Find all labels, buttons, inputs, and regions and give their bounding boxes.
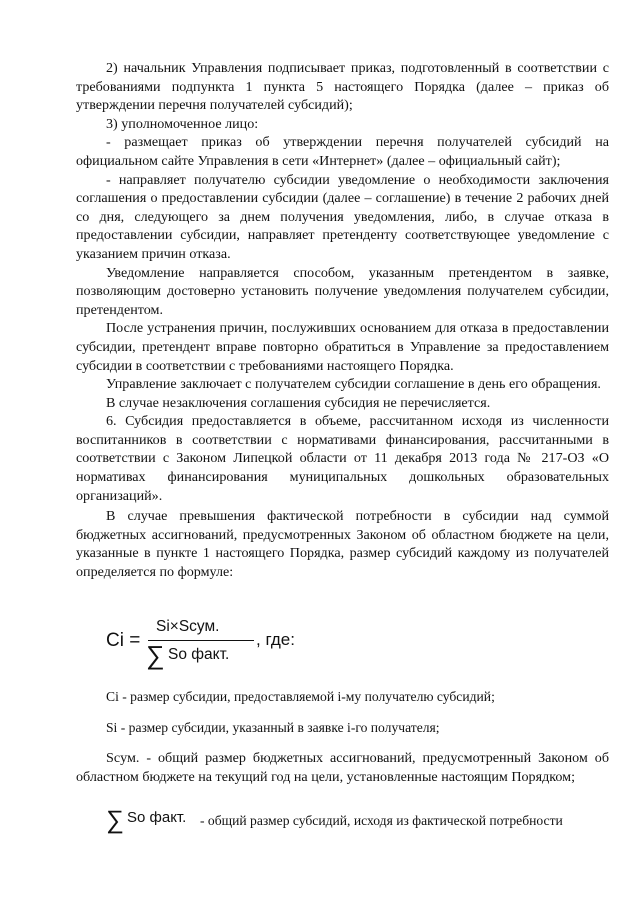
definition-so — [106, 806, 616, 842]
so-text: - общий размер субсидий, исходя из фактической потребности — [200, 813, 563, 828]
paragraph-no-agreement: В случае незаключения соглашения субсидия не перечисляется. — [106, 394, 491, 411]
paragraph-send-notice: - направляет получателю субсидии уведомление о необходимости заключения соглашения о предоставлении субсидии (далее – соглашение) в течение 2 рабочих дней со дня, следующего за днем получения уведомления, либо, в случае отказа в предоставлении субсидии, направляет претенденту соответствующее уведомление с указанием причин отказа. — [76, 171, 609, 262]
formula-sigma-icon: ∑ — [146, 640, 165, 670]
formula-lhs: Ci = — [106, 630, 141, 651]
paragraph-item-6: 6. Субсидия предоставляется в объеме, рассчитанном исходя из численности воспитанников в соответствии с нормативами финансирования, рассчитанными в соответствии с Законом Липецкой области от 11 декабря 2013 года № 217-ОЗ «О нормативах финансирования муниципальных дошкольных образовательных организаций». — [76, 413, 609, 504]
paragraph-reapply: После устранения причин, послуживших основанием для отказа в предоставлении субсидии, претендент вправе повторно обратиться в Управление за предоставлением субсидии в соответствии с требованиями настоящего Порядка. — [76, 320, 609, 374]
so-sigma-icon: ∑ — [106, 806, 124, 834]
definition-si: Si - размер субсидии, указанный в заявке i-го получателя; — [106, 720, 440, 735]
paragraph-publish-order: - размещает приказ об утверждении перечня получателей субсидий на официальном сайте Управления в сети «Интернет» (далее – официальный сайт); — [76, 134, 609, 169]
subsidy-formula — [106, 616, 346, 676]
formula-numerator: Si×Scум. — [156, 618, 220, 635]
formula-denominator: So факт. — [168, 646, 230, 663]
formula-where: , где: — [256, 630, 295, 649]
paragraph-item-3: 3) уполномоченное лицо: — [106, 115, 259, 132]
paragraph-formula-intro: В случае превышения фактической потребности в субсидии над суммой бюджетных ассигнований, предусмотренных Законом об областном бюджете на цели, указанные в пункте 1 настоящего Порядка, размер субсидий каждому из получателей определяется по формуле: — [76, 508, 609, 581]
paragraph-agreement: Управление заключает с получателем субсидии соглашение в день его обращения. — [106, 376, 601, 393]
so-label: So факт. — [127, 809, 187, 826]
definition-ci: Ci - размер субсидии, предоставляемой i-му получателю субсидий; — [106, 689, 495, 704]
paragraph-notice-method: Уведомление направляется способом, указанным претендентом в заявке, позволяющим достоверно установить получение уведомления получателем субсидии, претендентом. — [76, 264, 609, 318]
paragraph-item-2: 2) начальник Управления подписывает приказ, подготовленный в соответствии с требованиями подпункта 1 пункта 5 настоящего Порядка (далее – приказ об утверждении перечня получателей субсидий); — [76, 60, 609, 114]
document-body — [76, 59, 609, 582]
definition-scum: Scум. - общий размер бюджетных ассигнований, предусмотренный Законом об областном бюджете на текущий год на цели, установленные настоящим Порядком; — [76, 750, 609, 785]
